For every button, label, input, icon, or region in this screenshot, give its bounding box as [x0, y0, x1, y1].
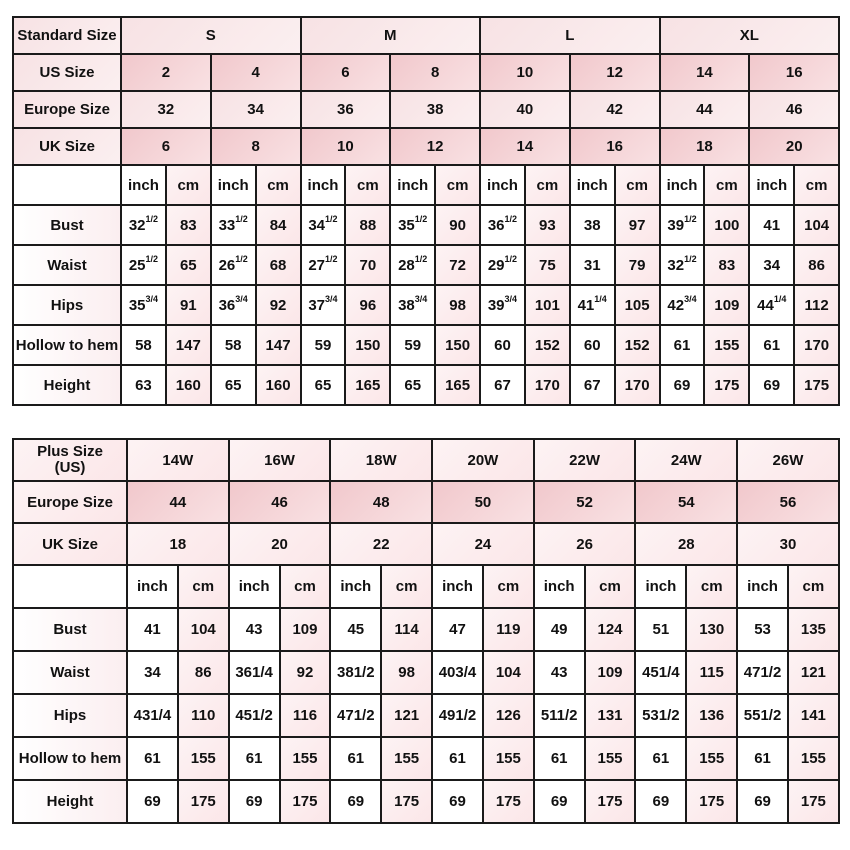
unit-header: inch [534, 565, 585, 608]
measurement-value: 135 [788, 608, 839, 651]
unit-header: inch [749, 165, 794, 205]
measurement-value: 110 [178, 694, 229, 737]
measurement-value: 119 [483, 608, 534, 651]
measurement-value: 165 [435, 365, 480, 405]
measurement-value: 175 [280, 780, 331, 823]
measurement-value [660, 285, 705, 325]
measurement-value: 69 [534, 780, 585, 823]
size-column-m: M [301, 17, 481, 54]
size-value: 28 [635, 523, 737, 565]
size-column-20w: 20W [432, 439, 534, 481]
measurement-value: 105 [615, 285, 660, 325]
measurement-value: 63 [121, 365, 166, 405]
measurement-label: Bust [13, 608, 127, 651]
unit-header: cm [794, 165, 839, 205]
size-value: 20 [229, 523, 331, 565]
measurement-value [480, 285, 525, 325]
value-whole: 25 [128, 256, 146, 274]
measurement-value: 175 [704, 365, 749, 405]
value-fraction: 1/2 [145, 213, 159, 224]
measurement-value: 61 [229, 737, 280, 780]
size-value: 48 [330, 481, 432, 523]
value-whole: 36 [487, 216, 505, 234]
measurement-value [301, 285, 346, 325]
size-value: 44 [660, 91, 750, 128]
value-whole: 35 [128, 296, 146, 314]
measurement-value [390, 285, 435, 325]
measurement-value: 109 [585, 651, 636, 694]
measurement-value: 84 [256, 205, 301, 245]
measurement-value: 109 [704, 285, 749, 325]
measurement-value: 170 [525, 365, 570, 405]
unit-header: inch [480, 165, 525, 205]
measurement-value [121, 205, 166, 245]
unit-header: inch [635, 565, 686, 608]
measurement-value: 136 [686, 694, 737, 737]
measurement-value: 60 [570, 325, 615, 365]
size-column-s: S [121, 17, 301, 54]
measurement-value: 90 [435, 205, 480, 245]
measurement-value: 69 [660, 365, 705, 405]
measurement-value: 65 [390, 365, 435, 405]
measurement-value: 531/2 [635, 694, 686, 737]
measurement-label: Waist [13, 245, 121, 285]
unit-header: cm [483, 565, 534, 608]
value-fraction: 1/4 [773, 293, 787, 304]
unit-header: cm [525, 165, 570, 205]
measurement-value: 100 [704, 205, 749, 245]
measurement-value: 471/2 [737, 651, 788, 694]
value-fraction: 3/4 [684, 293, 697, 304]
value-fraction: 1/2 [145, 253, 159, 264]
row-label: Europe Size [13, 481, 127, 523]
measurement-value: 98 [381, 651, 432, 694]
measurement-value: 51 [635, 608, 686, 651]
measurement-value: 152 [615, 325, 660, 365]
size-value: 32 [121, 91, 211, 128]
measurement-value: 65 [211, 365, 256, 405]
measurement-value: 65 [166, 245, 211, 285]
measurement-value: 109 [280, 608, 331, 651]
measurement-value [570, 285, 615, 325]
size-value: 54 [635, 481, 737, 523]
measurement-value: 124 [585, 608, 636, 651]
measurement-value: 58 [121, 325, 166, 365]
size-value: 18 [127, 523, 229, 565]
measurement-value: 491/2 [432, 694, 483, 737]
measurement-value: 471/2 [330, 694, 381, 737]
header-plus-size-line2: (US) [54, 459, 86, 476]
size-value: 4 [211, 54, 301, 91]
value-whole: 44 [757, 296, 774, 314]
value-whole: 34 [308, 216, 326, 234]
measurement-value: 126 [483, 694, 534, 737]
measurement-value: 69 [330, 780, 381, 823]
size-value: 18 [660, 128, 750, 165]
units-row-spacer [13, 165, 121, 205]
measurement-value: 86 [178, 651, 229, 694]
measurement-value: 69 [749, 365, 794, 405]
measurement-value: 98 [435, 285, 480, 325]
size-value: 46 [229, 481, 331, 523]
measurement-value [301, 245, 346, 285]
value-fraction: 3/4 [504, 293, 518, 304]
measurement-value: 67 [570, 365, 615, 405]
measurement-value: 61 [660, 325, 705, 365]
unit-header: inch [330, 565, 381, 608]
measurement-value: 38 [570, 205, 615, 245]
value-whole: 35 [398, 216, 415, 234]
size-value: 10 [480, 54, 570, 91]
unit-header: inch [121, 165, 166, 205]
measurement-value: 96 [345, 285, 390, 325]
unit-header: inch [229, 565, 280, 608]
unit-header: cm [166, 165, 211, 205]
unit-header: cm [280, 565, 331, 608]
row-label: Europe Size [13, 91, 121, 128]
size-value: 8 [211, 128, 301, 165]
row-label: UK Size [13, 523, 127, 565]
value-whole: 39 [487, 296, 505, 314]
value-fraction: 1/2 [414, 213, 428, 224]
measurement-label: Waist [13, 651, 127, 694]
measurement-value: 93 [525, 205, 570, 245]
measurement-value: 83 [166, 205, 211, 245]
measurement-value: 69 [635, 780, 686, 823]
measurement-value [660, 245, 705, 285]
measurement-value: 41 [749, 205, 794, 245]
value-fraction: 1/2 [414, 253, 428, 264]
unit-header: inch [127, 565, 178, 608]
measurement-value: 34 [127, 651, 178, 694]
size-value: 16 [749, 54, 839, 91]
measurement-value: 114 [381, 608, 432, 651]
size-value: 50 [432, 481, 534, 523]
measurement-value: 104 [794, 205, 839, 245]
value-whole: 29 [487, 256, 505, 274]
measurement-value: 75 [525, 245, 570, 285]
size-column-24w: 24W [635, 439, 737, 481]
header-plus-size-line1: Plus Size [37, 443, 103, 460]
size-value: 20 [749, 128, 839, 165]
measurement-value: 45 [330, 608, 381, 651]
measurement-value: 92 [280, 651, 331, 694]
measurement-label: Hips [13, 285, 121, 325]
size-value: 12 [570, 54, 660, 91]
row-label: US Size [13, 54, 121, 91]
measurement-value: 69 [127, 780, 178, 823]
unit-header: inch [660, 165, 705, 205]
size-value: 38 [390, 91, 480, 128]
measurement-label: Hollow to hem [13, 737, 127, 780]
measurement-value [660, 205, 705, 245]
measurement-value: 61 [749, 325, 794, 365]
measurement-value: 141 [788, 694, 839, 737]
measurement-value [749, 285, 794, 325]
size-value: 24 [432, 523, 534, 565]
measurement-value: 67 [480, 365, 525, 405]
unit-header: inch [737, 565, 788, 608]
measurement-value [211, 205, 256, 245]
measurement-value: 88 [345, 205, 390, 245]
measurement-value: 49 [534, 608, 585, 651]
row-label: UK Size [13, 128, 121, 165]
size-value: 8 [390, 54, 480, 91]
value-fraction: 1/2 [235, 213, 248, 224]
measurement-value: 150 [435, 325, 480, 365]
measurement-value: 451/2 [229, 694, 280, 737]
value-whole: 37 [308, 296, 326, 314]
measurement-value: 58 [211, 325, 256, 365]
measurement-value [121, 245, 166, 285]
measurement-label: Height [13, 365, 121, 405]
size-value: 56 [737, 481, 839, 523]
measurement-value: 59 [390, 325, 435, 365]
size-value: 30 [737, 523, 839, 565]
measurement-value: 116 [280, 694, 331, 737]
measurement-value: 431/4 [127, 694, 178, 737]
value-whole: 27 [308, 256, 326, 274]
size-column-xl: XL [660, 17, 840, 54]
measurement-value: 175 [483, 780, 534, 823]
measurement-value: 551/2 [737, 694, 788, 737]
measurement-value: 61 [127, 737, 178, 780]
size-value: 34 [211, 91, 301, 128]
size-value: 36 [301, 91, 391, 128]
measurement-label: Bust [13, 205, 121, 245]
measurement-value: 170 [615, 365, 660, 405]
size-column-26w: 26W [737, 439, 839, 481]
size-column-l: L [480, 17, 660, 54]
measurement-value: 147 [166, 325, 211, 365]
measurement-value: 104 [178, 608, 229, 651]
measurement-value: 160 [166, 365, 211, 405]
measurement-value: 34 [749, 245, 794, 285]
measurement-value: 511/2 [534, 694, 585, 737]
size-value: 10 [301, 128, 391, 165]
value-whole: 32 [667, 256, 685, 274]
size-value: 42 [570, 91, 660, 128]
measurement-value [480, 205, 525, 245]
measurement-value: 170 [794, 325, 839, 365]
measurement-value: 86 [794, 245, 839, 285]
value-fraction: 3/4 [414, 293, 428, 304]
measurement-value: 152 [525, 325, 570, 365]
measurement-value: 121 [788, 651, 839, 694]
unit-header: cm [435, 165, 480, 205]
value-fraction: 1/2 [325, 253, 338, 264]
unit-header: inch [432, 565, 483, 608]
unit-header: cm [585, 565, 636, 608]
measurement-value [301, 205, 346, 245]
measurement-value: 112 [794, 285, 839, 325]
unit-header: cm [345, 165, 390, 205]
size-value: 22 [330, 523, 432, 565]
measurement-label: Hollow to hem [13, 325, 121, 365]
value-whole: 26 [218, 256, 236, 274]
measurement-value: 155 [585, 737, 636, 780]
measurement-value: 92 [256, 285, 301, 325]
measurement-value: 155 [280, 737, 331, 780]
unit-header: cm [704, 165, 749, 205]
size-column-22w: 22W [534, 439, 636, 481]
size-column-16w: 16W [229, 439, 331, 481]
unit-header: inch [390, 165, 435, 205]
measurement-value: 175 [788, 780, 839, 823]
value-fraction: 1/2 [684, 213, 697, 224]
measurement-value [121, 285, 166, 325]
measurement-value: 43 [534, 651, 585, 694]
measurement-value: 61 [534, 737, 585, 780]
measurement-value: 97 [615, 205, 660, 245]
value-whole: 39 [667, 216, 685, 234]
measurement-value: 104 [483, 651, 534, 694]
measurement-value: 69 [737, 780, 788, 823]
measurement-value: 130 [686, 608, 737, 651]
measurement-value: 147 [256, 325, 301, 365]
size-value: 26 [534, 523, 636, 565]
unit-header: inch [570, 165, 615, 205]
measurement-label: Hips [13, 694, 127, 737]
size-column-14w: 14W [127, 439, 229, 481]
measurement-value: 403/4 [432, 651, 483, 694]
size-value: 6 [121, 128, 211, 165]
measurement-value: 91 [166, 285, 211, 325]
size-value: 44 [127, 481, 229, 523]
value-whole: 38 [398, 296, 415, 314]
value-whole: 42 [667, 296, 685, 314]
unit-header: cm [178, 565, 229, 608]
value-fraction: 1/4 [594, 293, 607, 304]
measurement-value: 131 [585, 694, 636, 737]
measurement-value: 65 [301, 365, 346, 405]
value-whole: 36 [218, 296, 236, 314]
measurement-value: 61 [330, 737, 381, 780]
measurement-value: 160 [256, 365, 301, 405]
measurement-value: 31 [570, 245, 615, 285]
measurement-value [480, 245, 525, 285]
measurement-value: 115 [686, 651, 737, 694]
unit-header: cm [686, 565, 737, 608]
measurement-value: 53 [737, 608, 788, 651]
measurement-value: 155 [686, 737, 737, 780]
measurement-value: 101 [525, 285, 570, 325]
measurement-value: 175 [178, 780, 229, 823]
value-whole: 28 [398, 256, 415, 274]
measurement-value: 69 [229, 780, 280, 823]
measurement-value: 451/4 [635, 651, 686, 694]
plus-size-table [12, 438, 840, 824]
unit-header: cm [788, 565, 839, 608]
measurement-value: 175 [585, 780, 636, 823]
size-value: 2 [121, 54, 211, 91]
measurement-value: 165 [345, 365, 390, 405]
measurement-value: 155 [178, 737, 229, 780]
measurement-value: 60 [480, 325, 525, 365]
header-plus-size [13, 439, 127, 481]
measurement-value: 121 [381, 694, 432, 737]
value-fraction: 3/4 [235, 293, 248, 304]
unit-header: cm [615, 165, 660, 205]
measurement-value: 61 [737, 737, 788, 780]
measurement-value: 59 [301, 325, 346, 365]
value-whole: 41 [577, 296, 595, 314]
size-value: 16 [570, 128, 660, 165]
value-whole: 33 [218, 216, 236, 234]
size-value: 12 [390, 128, 480, 165]
header-standard-size: Standard Size [13, 17, 121, 54]
size-value: 6 [301, 54, 391, 91]
measurement-value: 61 [432, 737, 483, 780]
measurement-value: 155 [788, 737, 839, 780]
measurement-value: 61 [635, 737, 686, 780]
value-fraction: 1/2 [235, 253, 248, 264]
units-row-spacer [13, 565, 127, 608]
value-fraction: 1/2 [504, 213, 518, 224]
unit-header: inch [211, 165, 256, 205]
measurement-value: 381/2 [330, 651, 381, 694]
measurement-value: 70 [345, 245, 390, 285]
measurement-value: 41 [127, 608, 178, 651]
size-value: 14 [660, 54, 750, 91]
measurement-label: Height [13, 780, 127, 823]
size-value: 52 [534, 481, 636, 523]
unit-header: cm [381, 565, 432, 608]
value-fraction: 1/2 [504, 253, 518, 264]
measurement-value: 175 [794, 365, 839, 405]
size-value: 14 [480, 128, 570, 165]
size-value: 40 [480, 91, 570, 128]
standard-size-table [12, 16, 840, 406]
measurement-value: 68 [256, 245, 301, 285]
size-value: 46 [749, 91, 839, 128]
measurement-value [211, 285, 256, 325]
measurement-value: 175 [686, 780, 737, 823]
measurement-value: 155 [381, 737, 432, 780]
measurement-value [211, 245, 256, 285]
measurement-value: 361/4 [229, 651, 280, 694]
value-whole: 32 [128, 216, 146, 234]
measurement-value: 47 [432, 608, 483, 651]
value-fraction: 1/2 [684, 253, 697, 264]
measurement-value: 79 [615, 245, 660, 285]
measurement-value [390, 245, 435, 285]
value-fraction: 3/4 [145, 293, 159, 304]
measurement-value [390, 205, 435, 245]
unit-header: inch [301, 165, 346, 205]
measurement-value: 43 [229, 608, 280, 651]
measurement-value: 83 [704, 245, 749, 285]
measurement-value: 155 [483, 737, 534, 780]
measurement-value: 150 [345, 325, 390, 365]
unit-header: cm [256, 165, 301, 205]
measurement-value: 69 [432, 780, 483, 823]
value-fraction: 3/4 [325, 293, 338, 304]
measurement-value: 175 [381, 780, 432, 823]
size-column-18w: 18W [330, 439, 432, 481]
measurement-value: 155 [704, 325, 749, 365]
value-fraction: 1/2 [325, 213, 338, 224]
measurement-value: 72 [435, 245, 480, 285]
